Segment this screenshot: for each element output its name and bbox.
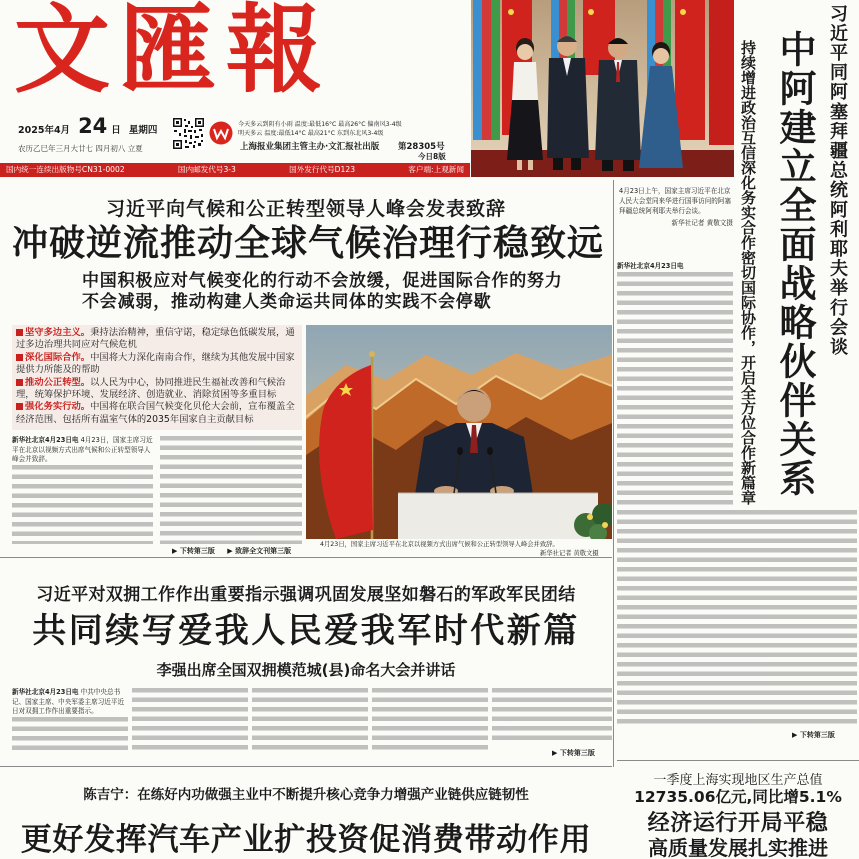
top-story-jump: ▶ 下转第三版 bbox=[792, 731, 835, 739]
second-story-body-column bbox=[252, 688, 368, 754]
economy-box-headline: 高质量发展扎实推进 bbox=[648, 836, 828, 859]
lead-deck-line: 中国积极应对气候变化的行动不会放缓，促进国际合作的努力 bbox=[82, 271, 563, 291]
top-story-dateline: 新华社北京4月23日电 bbox=[617, 262, 684, 270]
qr-code-icon bbox=[172, 117, 205, 150]
date-year-month: 2025年4月 bbox=[18, 125, 71, 136]
bullet-square-icon bbox=[16, 354, 23, 361]
economy-box-intro: 一季度上海实现地区生产总值 bbox=[653, 773, 823, 788]
body-text-lines bbox=[132, 688, 248, 754]
section-divider bbox=[617, 760, 859, 761]
publisher-logo-icon bbox=[209, 121, 233, 145]
weather-forecast bbox=[238, 120, 402, 138]
lead-story-deck bbox=[82, 271, 592, 313]
body-text-lines bbox=[372, 688, 488, 754]
lead-story-kicker: 习近平向气候和公正转型领导人峰会发表致辞 bbox=[105, 198, 506, 220]
lead-story-dateline: 新华社北京4月23日电 4月23日，国家主席习近平在北京以视频方式出席气候和公正转型领导人峰会并致辞。 bbox=[12, 436, 153, 463]
bottom-story-headline: 更好发挥汽车产业扩投资促消费带动作用 bbox=[20, 822, 592, 858]
second-story-kicker: 习近平对双拥工作作出重要指示强调巩固发展坚如磐石的军政军民团结 bbox=[36, 585, 576, 605]
info-bar-item: 国内统一连续出版物号CN31-0002 bbox=[6, 165, 125, 174]
publication-info-bar bbox=[0, 163, 470, 177]
issue-date bbox=[18, 114, 157, 138]
body-text-lines bbox=[252, 688, 368, 754]
publisher-line: 上海报业集团主管主办·文汇报社出版 bbox=[240, 142, 380, 152]
date-day-unit: 日 bbox=[111, 125, 121, 136]
jump-line: ▶ 致辞全文刊第三版 bbox=[227, 547, 292, 555]
issue-number: 第28305号 bbox=[398, 142, 445, 152]
body-text-lines bbox=[492, 688, 612, 745]
second-story-body-column bbox=[12, 688, 128, 754]
top-story-deck: 持续增进政治互信深化务实合作密切国际协作，开启全方位合作新篇章 bbox=[739, 40, 757, 505]
body-text-lines bbox=[617, 510, 857, 728]
body-text-lines bbox=[12, 465, 153, 545]
second-story-dateline: 新华社北京4月23日电 中共中央总书记、国家主席、中央军委主席习近平近日对双拥工作作出重要指示。 bbox=[12, 688, 125, 715]
bullet-square-icon bbox=[16, 403, 23, 410]
economy-box-figure: 12735.06亿元,同比增5.1% bbox=[634, 788, 842, 806]
body-text-lines bbox=[617, 272, 733, 506]
info-bar-item: 客户端:上观新闻 bbox=[408, 165, 464, 174]
key-point: 深化国际合作。中国将大力深化南南合作，继续为其他发展中国家提供力所能及的帮助 bbox=[16, 351, 295, 376]
jump-line: ▶ 下转第三版 bbox=[172, 547, 215, 555]
lead-story-body-column bbox=[160, 436, 302, 544]
bullet-square-icon bbox=[16, 329, 23, 336]
second-story-body-column bbox=[132, 688, 248, 754]
china-flag bbox=[709, 0, 734, 145]
lead-story-body-column bbox=[12, 436, 153, 544]
info-bar-item: 国外发行代号D123 bbox=[289, 165, 356, 174]
second-story-headline: 共同续写爱我人民爱我军时代新篇 bbox=[32, 611, 580, 651]
section-divider bbox=[0, 557, 612, 558]
top-photo-caption-text: 4月23日上午，国家主席习近平在北京人民大会堂同来华进行国事访问的阿塞拜疆总统阿利耶夫举行会谈。 bbox=[619, 187, 732, 215]
economy-box-headline: 经济运行开局平稳 bbox=[647, 811, 829, 836]
info-bar-item: 国内邮发代号3-3 bbox=[177, 165, 236, 174]
lead-story-headline: 冲破逆流推动全球气候治理行稳致远 bbox=[11, 223, 604, 264]
second-story-deck: 李强出席全国双拥模范城(县)命名大会并讲话 bbox=[156, 661, 456, 679]
key-point: 强化务实行动。中国将在联合国气候变化贝伦大会前，宣布覆盖全经济范围、包括所有温室气体的2035年国家自主贡献目标 bbox=[16, 401, 295, 425]
weekday: 星期四 bbox=[128, 125, 158, 136]
lead-deck-line: 不会减弱，推动构建人类命运共同体的实践不会停歇 bbox=[82, 292, 492, 312]
section-divider bbox=[0, 766, 612, 767]
key-point: 推动公正转型。以人民为中心，协同推进民生福祉改善和气候治理，统筹保护环境、发展经济、创造就业、消除贫困等多重目标 bbox=[16, 376, 286, 401]
top-story-headline: 中阿建立全面战略伙伴关系 bbox=[773, 30, 816, 498]
azerbaijan-flag bbox=[473, 0, 500, 140]
top-story-photo bbox=[471, 0, 734, 177]
bottom-story-kicker: 陈吉宁：在练好内功做强主业中不断提升核心竞争力增强产业链供应链韧性 bbox=[83, 787, 529, 803]
lead-story-jumps bbox=[172, 546, 301, 556]
weather-tomorrow: 明天多云 温度:最低14°C 最高21°C 东到东北风3-4级 bbox=[238, 130, 384, 137]
bullet-square-icon bbox=[16, 379, 23, 386]
date-day: 24 bbox=[78, 114, 108, 138]
key-points-box bbox=[12, 325, 302, 430]
second-story-body-column bbox=[492, 688, 612, 745]
china-flag bbox=[675, 0, 705, 140]
flag-pole-finial bbox=[369, 351, 375, 357]
lead-photo-credit: 新华社记者 黄敬文摄 bbox=[540, 550, 599, 557]
top-story-kicker: 习近平同阿塞拜疆总统阿利耶夫举行会谈 bbox=[827, 4, 848, 357]
second-story-body-column bbox=[372, 688, 488, 754]
lead-story-photo bbox=[306, 325, 612, 539]
body-text-lines bbox=[12, 717, 128, 755]
top-story-body bbox=[617, 262, 733, 505]
second-story-jump: ▶ 下转第三版 bbox=[552, 749, 595, 757]
masthead-title: 文匯報 bbox=[14, 0, 332, 106]
page-count: 今日8版 bbox=[418, 152, 446, 161]
column-divider bbox=[613, 180, 614, 767]
desk bbox=[398, 493, 598, 539]
top-photo-caption bbox=[619, 186, 733, 258]
body-text-lines bbox=[160, 436, 302, 544]
key-point: 坚守多边主义。秉持法治精神，重信守诺，稳定绿色低碳发展，通过多边治理共同应对气候危机 bbox=[16, 327, 295, 351]
weather-today: 今天多云到阴有小雨 温度:最低16°C 最高26°C 偏南风3-4级 bbox=[238, 121, 402, 128]
top-story-body-continued bbox=[617, 510, 857, 728]
lead-photo-caption: 4月23日，国家主席习近平在北京以视频方式出席气候和公正转型领导人峰会并致辞。 bbox=[320, 541, 559, 548]
top-photo-credit: 新华社记者 黄敬文摄 bbox=[671, 219, 733, 227]
lunar-date: 农历乙巳年三月大廿七 四月初八 立夏 bbox=[18, 144, 143, 153]
